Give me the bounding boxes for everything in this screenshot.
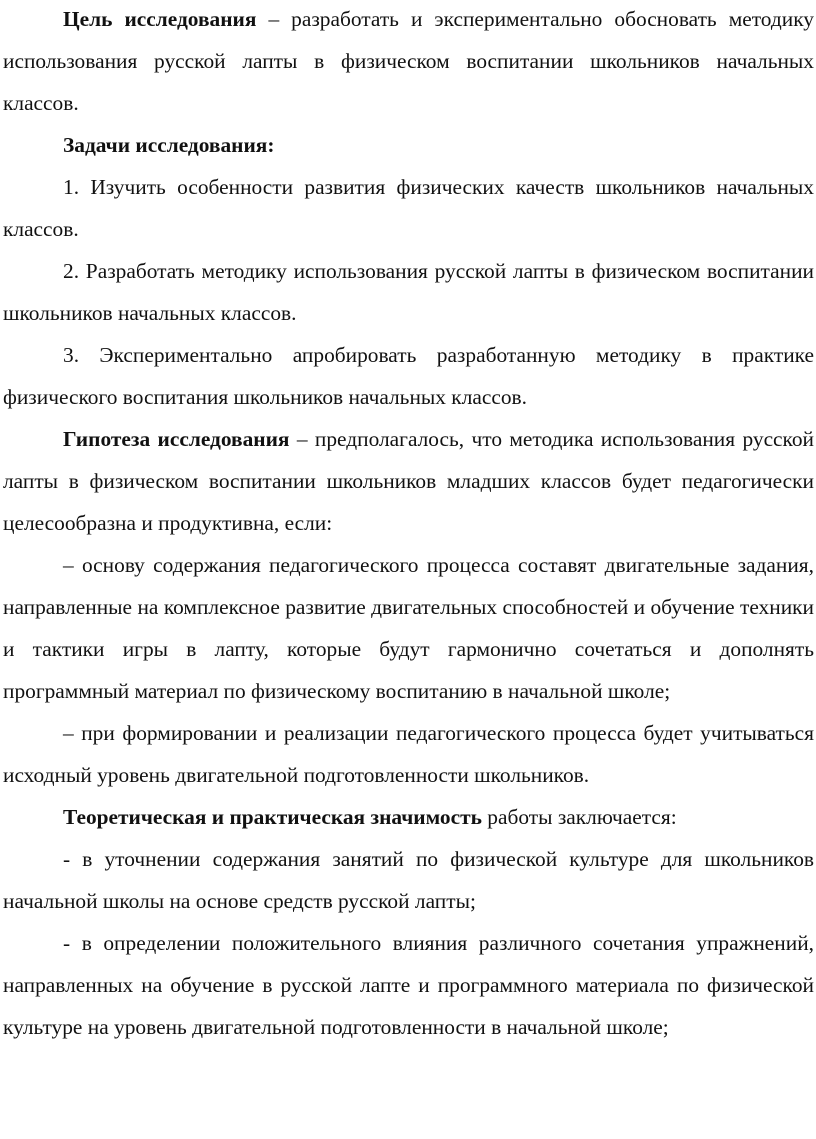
hypothesis-text: – предполагалось, что методика использования русской лапты в физическом воспитании школьников младших классов будет педагогически целесообразна и продуктивна, если: — [3, 427, 815, 535]
significance-paragraph — [3, 796, 814, 838]
hypothesis-label: Гипотеза исследования — [63, 427, 290, 451]
research-task-item: 2. Разработать методику использования русской лапты в физическом воспитании школьников начальных классов. — [3, 259, 814, 325]
research-task-item: 1. Изучить особенности развития физических качеств школьников начальных классов. — [3, 175, 814, 241]
research-tasks-heading-text: Задачи исследования: — [63, 133, 275, 157]
significance-item: - в уточнении содержания занятий по физической культуре для школьников начальной школы на основе средств русской лапты; — [3, 847, 814, 913]
significance-text: работы заключается: — [481, 805, 677, 829]
research-tasks-heading — [3, 124, 814, 166]
research-task-item: 3. Экспериментально апробировать разработанную методику в практике физического воспитания школьников начальных классов. — [3, 343, 814, 409]
research-goal-paragraph — [3, 0, 814, 124]
significance-label: Теоретическая и практическая значимость — [63, 805, 482, 829]
research-goal-text: – разработать и экспериментально обосновать методику использования русской лапты в физическом воспитании школьников начальных классов. — [3, 7, 814, 115]
hypothesis-paragraph — [3, 418, 814, 544]
research-goal-label: Цель исследования — [63, 7, 257, 31]
hypothesis-condition: – основу содержания педагогического процесса составят двигательные задания, направленные на комплексное развитие двигательных способностей и обучение техники и тактики игры в лапту, которые будут гармонично сочетаться и дополнять программный материал по физическому воспитанию в начальной школе; — [3, 553, 814, 703]
hypothesis-condition: – при формировании и реализации педагогического процесса будет учитываться исходный уровень двигательной подготовленности школьников. — [3, 721, 814, 787]
significance-item: - в определении положительного влияния различного сочетания упражнений, направленных на обучение в русской лапте и программного материала по физической культуре на уровень двигательной подготовленности в начальной школе; — [3, 931, 814, 1039]
